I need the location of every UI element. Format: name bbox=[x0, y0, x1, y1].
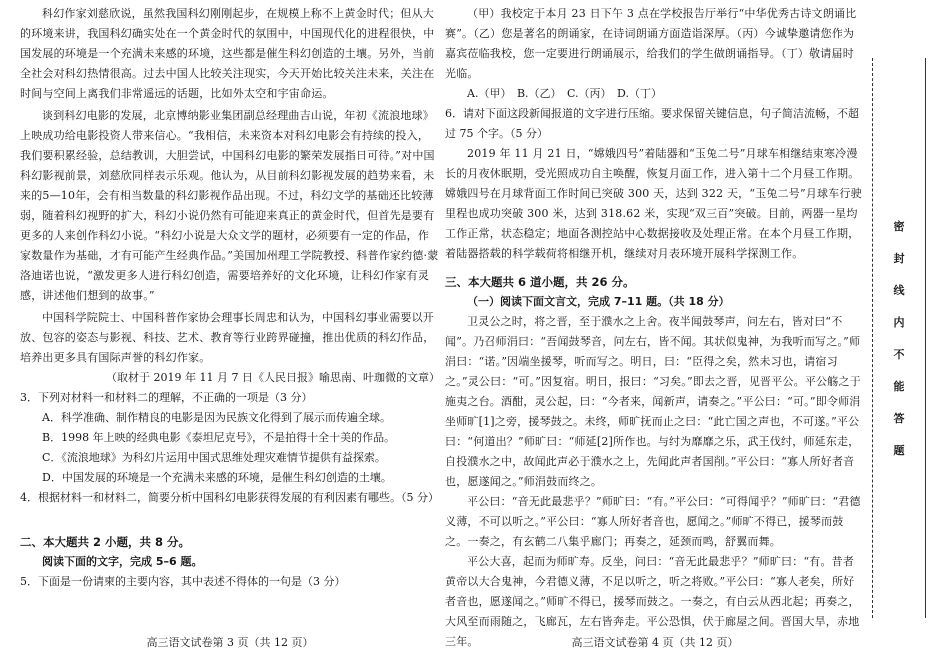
section-3-instruction: （一）阅读下面文言文，完成 7–11 题。（共 18 分） bbox=[467, 295, 730, 308]
binding-char: 不 bbox=[893, 348, 905, 361]
question-5: 5．下面是一份请柬的主要内容，其中表述不得体的一句是（3 分） bbox=[20, 575, 346, 588]
option-a: A．科学准确、制作精良的电影是因为民族文化得到了展示而传遍全球。 bbox=[42, 411, 391, 424]
page-footer: 高三语文试卷第 3 页（共 12 页） bbox=[146, 636, 314, 649]
paragraph: 平公曰：“音无此最悲乎？”师旷曰：“有。”平公曰：“可得闻乎？”师旷曰：“君德义薄，不可以听之。”平公曰：“寡人所好者音也，愿闻之。”师旷不得已，援琴而鼓之。一奏之，有玄鹤二八集乎廊门；再奏之，延颈而鸣，舒翼而舞。 bbox=[445, 495, 861, 548]
paragraph: 平公大喜，起而为师旷寿。反坐，问曰：“音无此最悲乎？”师旷曰：“有。昔者黄帝以大合鬼神，今君德义薄，不足以听之，听之将败。”平公曰：“寡人老矣，所好者音也，愿遂闻之。”师旷不得已，援琴而鼓之。一奏之，有白云从西北起；再奏之，大风至而雨随之，飞廊瓦，左右皆奔走。平公恐惧，伏于廊屋之间。晋国大旱，赤地三年。 bbox=[445, 555, 860, 648]
right-page bbox=[445, 0, 865, 658]
invitation-text bbox=[445, 4, 865, 84]
option-d: D．中国发展的环境是一个充满未来感的环境，是催生科幻创造的土壤。 bbox=[42, 471, 392, 484]
news-text bbox=[445, 144, 865, 264]
question-5-options: A.（甲） B.（乙） C.（丙） D.（丁） bbox=[467, 87, 662, 100]
source-citation: （取材于 2019 年 11 月 7 日《人民日报》喻思南、叶珈微的文章） bbox=[106, 371, 440, 384]
binding-char: 题 bbox=[893, 444, 905, 457]
binding-char: 内 bbox=[893, 316, 905, 329]
option-b: B．1998 年上映的经典电影《泰坦尼克号》，不是拍得十全十美的作品。 bbox=[42, 431, 396, 444]
classical-passage bbox=[445, 312, 865, 652]
question-4: 4．根据材料一和材料二，简要分析中国科幻电影获得发展的有利因素有哪些。（5 分） bbox=[20, 491, 439, 504]
option-c: C．《流浪地球》为科幻片运用中国式思维处理灾难情节提供有益探索。 bbox=[42, 451, 386, 464]
binding-char: 线 bbox=[893, 284, 905, 297]
section-3-heading: 三、本大题共 6 道小题，共 26 分。 bbox=[445, 275, 635, 289]
binding-warning bbox=[873, 58, 925, 618]
section-2-heading: 二、本大题共 2 小题，共 8 分。 bbox=[20, 535, 191, 549]
paragraph: 卫灵公之时，将之晋，至于濮水之上舍。夜半闻鼓琴声，问左右，皆对曰“不闻”。乃召师涓曰：“吾闻鼓琴音，问左右，皆不闻。其状似鬼神，为我听而写之。”师涓曰：“诺。”因端坐援琴，听而写之。明日，曰：“臣得之矣，然未习也，请宿习之。”灵公曰：“可。”因复宿。明日，报曰：“习矣。”即去之晋，见晋平公。平公觞之于施夷之台。酒酣，灵公起，曰：“今者来，闻新声，请奏之。”平公曰：“可。”即令师涓坐师旷[1]之旁，援琴鼓之。未终，师旷抚而止之曰：“此亡国之声也，不可遂。”平公曰：“何道出？”师旷曰：“师延[2]所作也。与纣为靡靡之乐，武王伐纣，师延东走，自投濮水之中，故闻此声必于濮水之上，先闻此声者国削。”平公曰：“寡人所好者音也，愿遂闻之。”师涓鼓而终之。 bbox=[445, 315, 861, 488]
binding-char: 能 bbox=[893, 380, 905, 393]
binding-char: 密 bbox=[893, 220, 905, 233]
binding-margin bbox=[872, 58, 926, 618]
paragraph: 2019 年 11 月 21 日，“嫦娥四号”着陆器和“玉兔二号”月球车相继结束寒冷漫长的月夜休眠期，受光照成功自主唤醒，恢复月面工作，进入第十二个月昼工作期。嫦娥四号在月球背面工作时间已突破 300 天，达到 322 天，“玉兔二号”月球车行驶里程也成功突破 300 米，达到 318.62 米，实现“双三百”突破。目前，两器一星均工作正常，状态稳定；地面各测控站中心数据接收及处理正常。在本个月昼工作期，着陆器搭载的科学载荷将相继开机，继续对月表环境开展科学探测工作。 bbox=[445, 147, 862, 260]
binding-char: 答 bbox=[893, 412, 905, 425]
passage-text bbox=[20, 4, 440, 368]
section-2-instruction: 阅读下面的文字，完成 5–6 题。 bbox=[42, 555, 203, 568]
paragraph: 中国科学院院士、中国科普作家协会理事长周忠和认为，中国科幻事业需要以开放、包容的姿态与影视、科技、艺术、教育等行业跨界碰撞，推出优质的科幻作品，培养出更多具有国际声誉的科幻作家。 bbox=[20, 311, 435, 364]
paragraph: （甲）我校定于本月 23 日下午 3 点在学校报告厅举行“中华优秀古诗文朗诵比赛”。（乙）您是著名的朗诵家，在诗词朗诵方面造诣深厚。（丙）今诚挚邀请您作为嘉宾莅临我校，您一定要进行朗诵展示，给我们的学生做朗诵指导。（丁）敬请届时光临。 bbox=[445, 7, 857, 80]
question-3: 3．下列对材料一和材料二的理解，不正确的一项是（3 分） bbox=[20, 391, 313, 404]
binding-char: 封 bbox=[893, 252, 905, 265]
page-footer: 高三语文试卷第 4 页（共 12 页） bbox=[571, 636, 739, 649]
paragraph: 谈到科幻电影的发展，北京博纳影业集团副总经理曲吉山说，年初《流浪地球》上映成功给电影投资人带来信心。“我相信，未来资本对科幻电影会有持续的投入，我们要积累经验，总结教训，大胆尝试，中国科幻电影的繁荣发展指日可待。”对中国科幻影视前景，刘慈欣同样表示乐观。他认为，从目前科幻影视发展的趋势来看，未来的5—10年，会有相当数量的科幻影视作品出现。不过，科幻文学的基础还比较薄弱，随着科幻视野的扩大，科幻小说仍然有可能迎来真正的黄金时代，但首先是要有更多的人来创作科幻小说。“科幻小说是大众文学的题材，必须要有一定的作品，作家数量作为基础，才有可能产生经典作品。”美国加州理工学院教授、科普作家约德·蒙洛迪诺也说，“激发更多人进行科幻创造，需要培养好的文化环境，让科幻作家有灵感，讲述他们想到的故事。” bbox=[20, 109, 439, 302]
paragraph: 科幻作家刘慈欣说，虽然我国科幻刚刚起步，在规模上称不上黄金时代；但从大的环境来讲，我国科幻确实处在一个黄金时代的氛围中，中国现代化的进程很快，中国发展的环境是一个充满未来感的环境，这些都是催生科幻创造的土壤。另外，当前全社会对科幻热情很高。过去中国人比较关注现实，今天开始比较关注未来，关注在时间与空间上离我们非常遥远的话题，比如外太空和宇宙命运。 bbox=[20, 7, 435, 100]
question-6: 6．请对下面这段新闻报道的文字进行压缩。要求保留关键信息，句子简洁流畅，不超过 75 个字。（5 分） bbox=[445, 107, 859, 140]
left-page bbox=[20, 0, 440, 658]
